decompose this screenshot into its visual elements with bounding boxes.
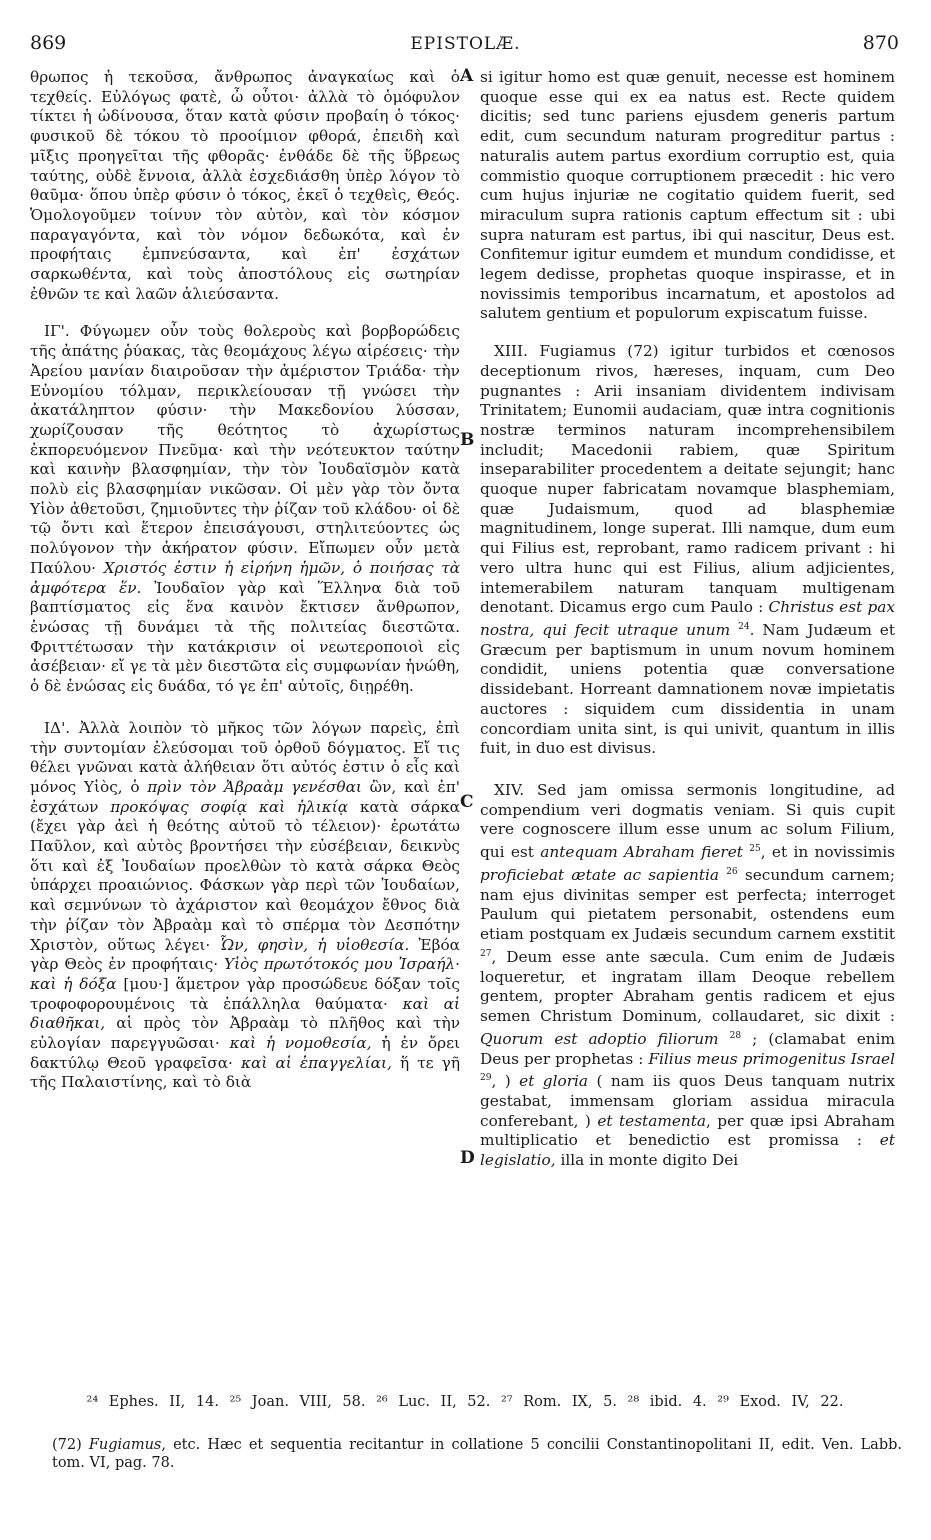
- margin-letter-a: A: [460, 66, 474, 86]
- running-title: EPISTOLÆ.: [410, 34, 521, 54]
- margin-letter-c: C: [460, 792, 474, 812]
- page-number-right: 870: [862, 32, 899, 54]
- greek-paragraph: θρωπος ἡ τεκοῦσα, ἄνθρωπος ἀναγκαίως καὶ ὁ τεχθείς. Εὐλόγως φατὲ, ὦ οὗτοι· ἀλλὰ τὸ ὁμόφυλον τίκτει ἡ ὠδίνουσα, ὅταν κατὰ φύσιν προβαίη ὁ τόκος· φυσικοῦ δὲ τόκου τὸ προοίμιον φθορά, ἐπειδὴ καὶ μῖξις προηγεῖται τῆς φθορᾶς· ἐνθάδε δὲ τῆς ὕβρεως ταύτης, οὐδὲ ἔννοια, ἀλλὰ ἐσχεδιάσθη ὑπὲρ λόγον τὸ θαῦμα· ὅπου ὑπὲρ φύσιν ὁ τόκος, ἐκεῖ ὁ τεχθεὶς, Θεός. Ὁμολογοῦμεν τοίνυν τὸν αὐτὸν, καὶ τὸν κόσμον παραγαγόντα, καὶ τὸν νόμον δεδωκότα, καὶ ἐν προφήταις ἐμπνεύσαντα, καὶ ἐπ' ἐσχάτων σαρκωθέντα, καὶ τοὺς ἀποστόλους εἰς σωτηρίαν ἐθνῶν τε καὶ λαῶν ἁλιεύσαντα.: [30, 68, 460, 303]
- latin-paragraph-xiii: XIII. Fugiamus (72) igitur turbidos et cœnosos deceptionum rivos, hæreses, inquam, cum Deo pugnantes : Arii insaniam dividentem indivisam Trinitatem; Eunomii audaciam, quæ intra cognitionis nostræ terminos naturam incomprehensibilem includit; Macedonii rabiem, quæ Spiritum inseparabiliter procedentem a deitate sejungit; hanc quoque nuper fabricatam novamque blasphemiam, quæ Judaismum, quod ad blasphemiæ magnitudinem, longe superat. Illi namque, dum eum qui Filius est, reprobant, ramo radicem privant : hi vero ultra hunc qui est Filius, alium adjicientes, intemerabilem naturam tanquam multigenam denotant. Dicamus ergo cum Paulo : Christus est pax nostra, qui fecit utraque unum $^{24}$. Nam Judæum et Græcum per baptismum in unum novum hominem condidit, uniens potentia quæ conversatione dissidebant. Horreant damnationem novæ impietatis auctores : siquidem cum dissidentia in unam concordiam unita sint, is qui univit, quantum in illis fuit, in duo est divisus.: [480, 342, 895, 758]
- margin-letter-d: D: [460, 1148, 475, 1168]
- latin-paragraph: si igitur homo est quæ genuit, necesse est hominem quoque esse qui ex ea natus est. Recte quidem dicitis; sed tunc pariens ejusdem generis partum edit, cum secundum naturam progreditur partus : naturalis autem partus exordium corruptio est, quia commistio quoque corruptionem præcedit : hic vero cum hujus injuriæ ne cogitatio quidem fuerit, sed miraculum supra rationis captum effectum sit : ubi supra naturam est partus, ibi qui nascitur, Deus est. Confitemur igitur eumdem et mundum condidisse, et legem dedisse, prophetas quoque inspirasse, et in novissimis temporibus incarnatum, et apostolos ad salutem gentium et populorum expiscatum fuisse.: [480, 68, 895, 323]
- latin-paragraph-xiv: XIV. Sed jam omissa sermonis longitudine, ad compendium veri dogmatis veniam. Si quis cupit vere cognoscere illum esse unum ac solum Filium, qui est antequam Abraham fieret $^{25}$, et in novissimis proficiebat ætate ac sapientia $^{26}$ secundum carnem; nam ejus divinitas semper est perfecta; interroget Paulum qui pietatem personabit, ostendens eum etiam postquam ex Judæis secundum carnem exstitit $^{27}$, Deum esse ante sæcula. Cum enim de Judæis loqueretur, et ingratam illam Deoque rebellem gentem, propter Abraham gentis radicem et ejus semen Christum Dominum, collaudaret, sic dixit : Quorum est adoptio filiorum $^{28}$ ; (clamabat enim Deus per prophetas : Filius meus primogenitus Israel $^{29}$, ) et gloria ( nam iis quos Deus tanquam nutrix gestabat, immensam gloriam assidua miracula conferebant, ) et testamenta, per quæ ipsi Abraham multiplicatio et benedictio est promissa : et legislatio, illa in monte digito Dei: [480, 781, 895, 1170]
- greek-paragraph-xiii: ΙΓ'. Φύγωμεν οὖν τοὺς θολεροὺς καὶ βορβορώδεις τῆς ἀπάτης ῥύακας, τὰς θεομάχους λέγω αἱρέσεις· τὴν Ἀρείου μανίαν διαιροῦσαν τὴν ἀμέριστον Τριάδα· τὴν Εὐνομίου τόλμαν, περικλείουσαν τῇ γνώσει τὴν ἀκατάληπτον φύσιν· τὴν Μακεδονίου λύσσαν, χωρίζουσαν τῆς θεότητος τὸ ἀχωρίστως ἐκπορευόμενον Πνεῦμα· καὶ τὴν νεότευκτον ταύτην καὶ καινὴν βλασφημίαν, τὴν τὸν Ἰουδαϊσμὸν κατὰ πολὺ εἰς βλασφημίαν νικῶσαν. Οἱ μὲν γὰρ τὸν ὄντα Υἱὸν ἀθετοῦσι, ζημιοῦντες τὴν ῥίζαν τοῦ κλάδου· οἱ δὲ τῷ ὄντι καὶ ἕτερον ἐπεισάγουσι, στηλιτεύοντες ὡς πολύγονον τὴν ἀκήρατον φύσιν. Εἴπωμεν οὖν μετὰ Παύλου· Χριστός ἐστιν ἡ εἰρήνη ἡμῶν, ὁ ποιήσας τὰ ἀμφότερα ἕν. Ἰουδαῖον γὰρ καὶ Ἕλληνα διὰ τοῦ βαπτίσματος εἰς ἕνα καινὸν ἔκτισεν ἄνθρωπον, ἑνώσας τῇ δυνάμει τὰ τῆς πολιτείας διεστῶτα. Φριττέτωσαν τὴν κατάκρισιν οἱ νεωτεροποιοὶ εἰς ἀσέβειαν· εἴ γε τὰ μὲν διεστῶτα εἰς συμφωνίαν ἡνώθη, ὁ δὲ ἑνώσας εἰς δυάδα, τό γε ἐπ' αὐτοῖς, διῃρέθη.: [30, 322, 460, 696]
- editor-comment: (72) Fugiamus, etc. Hæc et sequentia recitantur in collatione 5 concilii Constantinopolitani II, edit. Ven. Labb. tom. VI, pag. 78.: [52, 1437, 903, 1471]
- greek-column: [30, 68, 460, 1093]
- page-header: [0, 30, 931, 60]
- greek-paragraph-xiv: ΙΔ'. Ἀλλὰ λοιπὸν τὸ μῆκος τῶν λόγων παρεὶς, ἐπὶ τὴν συντομίαν ἐλεύσομαι τοῦ ὀρθοῦ δόγματος. Εἴ τις θέλει γνῶναι κατὰ ἀλήθειαν ὅτι αὐτός ἐστιν ὁ εἷς καὶ μόνος Υἱὸς, ὁ πρὶν τὸν Ἀβραὰμ γενέσθαι ὢν, καὶ ἐπ' ἐσχάτων προκόψας σοφίᾳ καὶ ἡλικίᾳ κατὰ σάρκα (ἔχει γὰρ ἀεὶ ἡ θεότης αὐτοῦ τὸ τέλειον)· ἐρωτάτω Παῦλον, καὶ αὐτὸς βροντήσει τὴν εὐσέβειαν, δεικνὺς ὅτι καὶ ἐξ Ἰουδαίων προελθὼν τὸ κατὰ σάρκα Θεὸς ὑπάρχει προαιώνιος. Φάσκων γὰρ περὶ τῶν Ἰουδαίων, καὶ σεμνύνων τὸ ἀχάριστον καὶ θεομάχον ἔθνος διὰ τὴν ῥίζαν τὸν Ἀβραὰμ καὶ τὸ σπέρμα τὸν Δεσπότην Χριστὸν, οὕτως λέγει· Ὧν, φησὶν, ἡ υἱοθεσία. Ἐβόα γὰρ Θεὸς ἐν προφήταις· Υἱὸς πρωτότοκός μου Ἰσραήλ· καὶ ἡ δόξα [μου·] ἅμετρον γὰρ προσώδευε δόξαν τοῖς τροφοφορουμένοις τὰ ἐπάλληλα θαύματα· καὶ αἱ διαθῆκαι, αἱ πρὸς τὸν Ἀβραὰμ τὸ πλῆθος καὶ τὴν εὐλογίαν παρεγγυῶσαι· καὶ ἡ νομοθεσία, ἡ ἐν ὄρει δακτύλῳ Θεοῦ γραφεῖσα· καὶ αἱ ἐπαγγελίαι, ἥ τε γῆ τῆς Παλαιστίνης, καὶ τὸ διὰ: [30, 718, 460, 1092]
- latin-column: [480, 68, 895, 1171]
- margin-letter-b: B: [460, 430, 475, 450]
- footnotes: ²⁴ Ephes. II, 14. ²⁵ Joan. VIII, 58. ²⁶ Luc. II, 52. ²⁷ Rom. IX, 5. ²⁸ ibid. 4. ²⁹ Exod. IV, 22.: [86, 1394, 844, 1410]
- page-number-left: 869: [30, 32, 67, 54]
